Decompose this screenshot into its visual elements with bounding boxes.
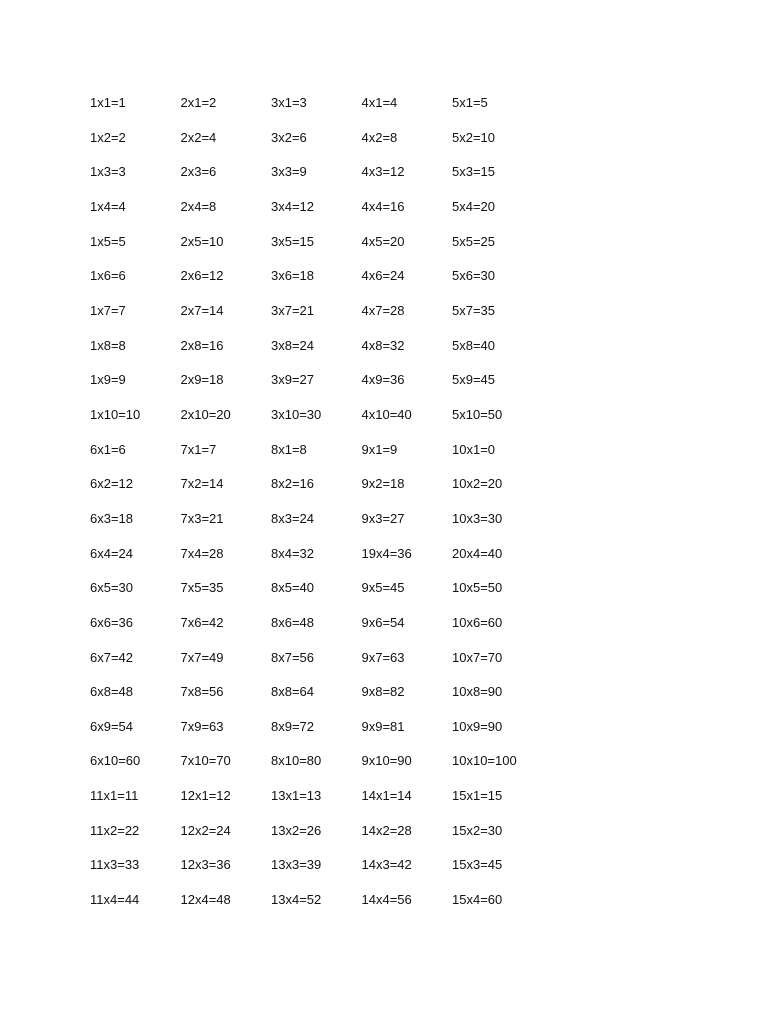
- table-cell: 2x9=18: [180, 372, 224, 388]
- table-cell: 15x1=15: [452, 788, 503, 804]
- table-cell: 7x9=63: [180, 718, 224, 734]
- table-cell: 2x4=8: [180, 198, 217, 214]
- table-cell: 14x3=42: [361, 857, 412, 873]
- table-cell: 11x3=33: [90, 857, 140, 873]
- multiplication-table: [90, 94, 572, 926]
- table-cell: 7x7=49: [180, 649, 224, 665]
- table-cell: 3x7=21: [271, 302, 315, 318]
- table-cell: 4x10=40: [361, 406, 412, 422]
- table-cell: 9x5=45: [361, 580, 405, 596]
- table-cell: 8x9=72: [271, 718, 315, 734]
- table-cell: 6x6=36: [90, 614, 134, 630]
- table-cell: 7x10=70: [180, 753, 231, 769]
- table-cell: 8x7=56: [271, 649, 315, 665]
- table-cell: 10x10=100: [452, 753, 517, 769]
- table-cell: 1x6=6: [90, 268, 126, 284]
- table-cell: 3x6=18: [271, 268, 315, 284]
- table-cell: 19x4=36: [361, 545, 412, 561]
- table-cell: 8x4=32: [271, 545, 315, 561]
- table-cell: 8x5=40: [271, 580, 315, 596]
- table-cell: 9x2=18: [361, 476, 405, 492]
- table-cell: 5x2=10: [452, 129, 496, 145]
- table-cell: 4x8=32: [361, 337, 405, 353]
- table-cell: 1x3=3: [90, 164, 126, 180]
- table-cell: 12x2=24: [180, 822, 231, 838]
- table-cell: 3x5=15: [271, 233, 315, 249]
- table-cell: 10x1=0: [452, 441, 496, 457]
- table-cell: 8x1=8: [271, 441, 307, 457]
- table-cell: 3x1=3: [271, 95, 307, 110]
- table-cell: 15x2=30: [452, 822, 503, 838]
- table-cell: 2x6=12: [180, 268, 224, 284]
- table-cell: 14x2=28: [361, 822, 412, 838]
- table-cell: 5x10=50: [452, 406, 503, 422]
- table-cell: 2x8=16: [180, 337, 224, 353]
- table-cell: 9x6=54: [361, 614, 405, 630]
- table-cell: 9x3=27: [361, 510, 405, 526]
- table-cell: 2x10=20: [180, 406, 231, 422]
- table-cell: 3x3=9: [271, 164, 307, 180]
- table-cell: 6x5=30: [90, 580, 134, 596]
- table-cell: 1x7=7: [90, 302, 126, 318]
- table-cell: 14x4=56: [361, 892, 412, 908]
- table-cell: 20x4=40: [452, 545, 503, 561]
- table-cell: 13x1=13: [271, 788, 322, 804]
- table-cell: 3x4=12: [271, 198, 315, 214]
- table-cell: 13x2=26: [271, 822, 322, 838]
- table-cell: 7x8=56: [180, 684, 224, 700]
- table-cell: 8x3=24: [271, 510, 315, 526]
- table-cell: 1x4=4: [90, 198, 126, 214]
- table-cell: 15x4=60: [452, 892, 503, 908]
- table-cell: 12x4=48: [180, 892, 231, 908]
- table-cell: 3x9=27: [271, 372, 315, 388]
- table-cell: 10x2=20: [452, 476, 503, 492]
- table-cell: 2x2=4: [180, 129, 217, 145]
- table-cell: 6x7=42: [90, 649, 134, 665]
- table-cell: 6x10=60: [90, 753, 141, 769]
- table-cell: 6x8=48: [90, 684, 134, 700]
- table-cell: 3x2=6: [271, 129, 307, 145]
- table-cell: 5x6=30: [452, 268, 496, 284]
- table-cell: 11x2=22: [90, 822, 140, 838]
- table-cell: 7x2=14: [180, 476, 224, 492]
- table-cell: 3x8=24: [271, 337, 315, 353]
- table-cell: 6x4=24: [90, 545, 134, 561]
- table-cell: 4x7=28: [361, 302, 405, 318]
- table-cell: 15x3=45: [452, 857, 503, 873]
- table-cell: 8x8=64: [271, 684, 315, 700]
- table-cell: 4x9=36: [361, 372, 405, 388]
- table-cell: 6x2=12: [90, 476, 134, 492]
- table-cell: 5x3=15: [452, 164, 496, 180]
- table-cell: 9x9=81: [361, 718, 405, 734]
- table-cell: 2x1=2: [180, 95, 217, 110]
- table-cell: 14x1=14: [361, 788, 412, 804]
- table-cell: 5x4=20: [452, 198, 496, 214]
- table-cell: 1x5=5: [90, 233, 126, 249]
- table-cell: 10x8=90: [452, 684, 503, 700]
- table-cell: 6x3=18: [90, 510, 134, 526]
- table-cell: 7x5=35: [180, 580, 224, 596]
- table-cell: 11x4=44: [90, 892, 140, 908]
- table-cell: 4x3=12: [361, 164, 405, 180]
- table-cell: 1x9=9: [90, 372, 126, 388]
- table-cell: 8x10=80: [271, 753, 322, 769]
- table-cell: 5x5=25: [452, 233, 496, 249]
- table-cell: 2x3=6: [180, 164, 217, 180]
- table-cell: 4x1=4: [361, 95, 398, 110]
- table-cell: 5x9=45: [452, 372, 496, 388]
- table-cell: 4x2=8: [361, 129, 398, 145]
- table-cell: 13x4=52: [271, 892, 322, 908]
- table-cell: 4x4=16: [361, 198, 405, 214]
- table-cell: 1x10=10: [90, 406, 141, 422]
- table-cell: 7x6=42: [180, 614, 224, 630]
- table-cell: 1x8=8: [90, 337, 126, 353]
- table-cell: 5x1=5: [452, 95, 488, 110]
- table-cell: 9x8=82: [361, 684, 405, 700]
- table-cell: 10x9=90: [452, 718, 503, 734]
- table-cell: 4x5=20: [361, 233, 405, 249]
- table-cell: 3x10=30: [271, 406, 322, 422]
- table-cell: 5x7=35: [452, 302, 496, 318]
- table-cell: 1x1=1: [90, 95, 126, 110]
- table-cell: 9x7=63: [361, 649, 405, 665]
- table-cell: 2x7=14: [180, 302, 224, 318]
- table-cell: 9x1=9: [361, 441, 398, 457]
- table-cell: 6x1=6: [90, 441, 126, 457]
- table-cell: 2x5=10: [180, 233, 224, 249]
- table-cell: 10x6=60: [452, 614, 503, 630]
- table-cell: 7x3=21: [180, 510, 224, 526]
- table-cell: 12x1=12: [180, 788, 231, 804]
- table-cell: 11x1=11: [90, 788, 139, 804]
- table-cell: 5x8=40: [452, 337, 496, 353]
- table-cell: 9x10=90: [361, 753, 412, 769]
- table-cell: 8x2=16: [271, 476, 315, 492]
- table-cell: 10x3=30: [452, 510, 503, 526]
- table-cell: 7x1=7: [180, 441, 217, 457]
- table-cell: 10x5=50: [452, 580, 503, 596]
- table-cell: 12x3=36: [180, 857, 231, 873]
- table-cell: 1x2=2: [90, 129, 126, 145]
- table-cell: 6x9=54: [90, 718, 134, 734]
- table-cell: 10x7=70: [452, 649, 503, 665]
- table-cell: 7x4=28: [180, 545, 224, 561]
- table-cell: 13x3=39: [271, 857, 322, 873]
- table-cell: 4x6=24: [361, 268, 405, 284]
- table-cell: 8x6=48: [271, 614, 315, 630]
